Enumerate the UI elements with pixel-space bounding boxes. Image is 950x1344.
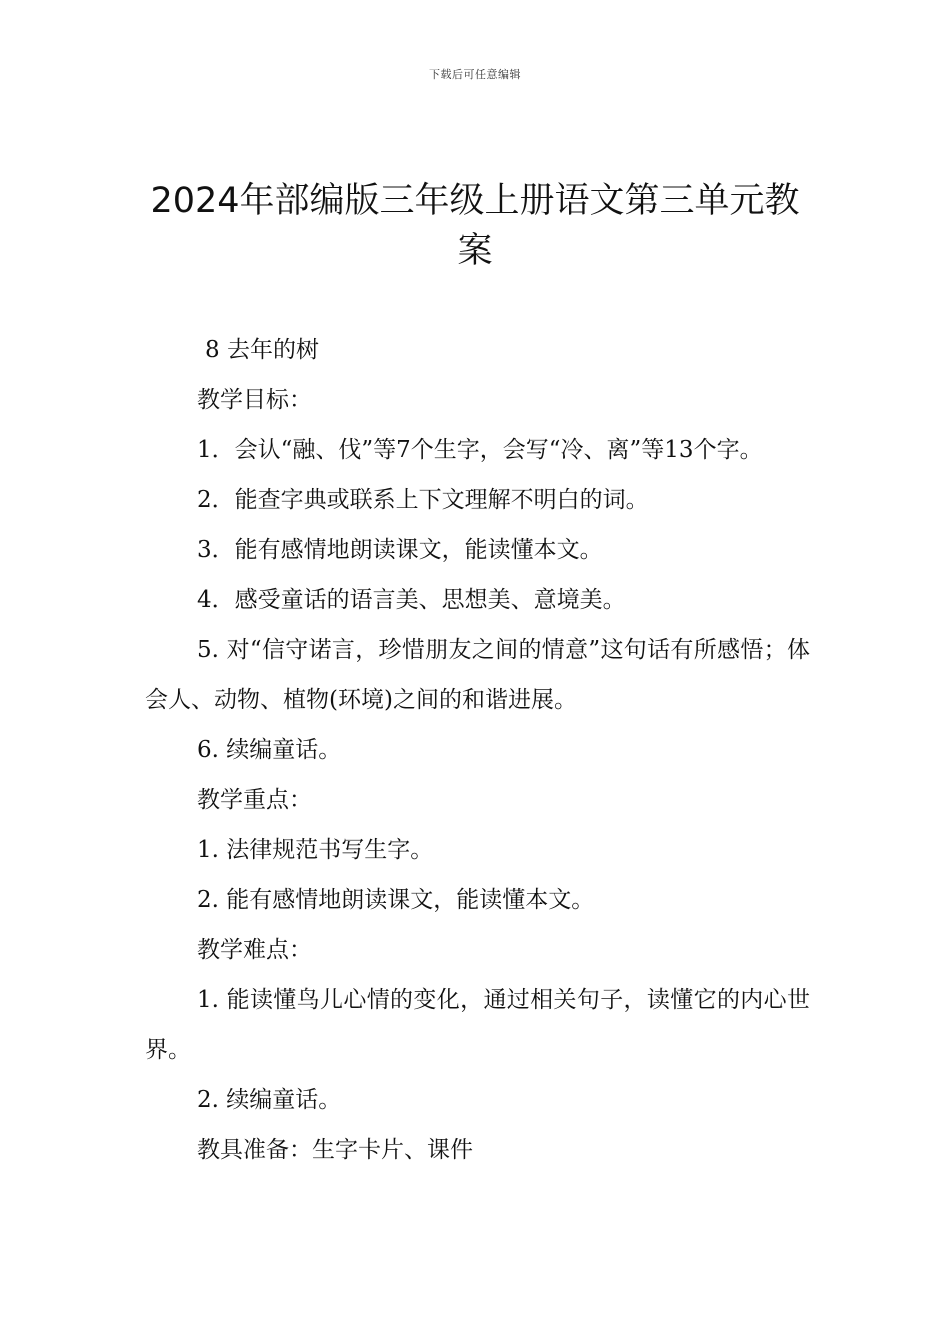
- objective-item: 2．能查字典或联系上下文理解不明白的词。: [197, 487, 649, 513]
- objective-item: 3．能有感情地朗读课文，能读懂本文。: [197, 537, 603, 563]
- difficulty-item: 1. 能读懂鸟儿心情的变化，通过相关句子，读懂它的内心世界。: [145, 987, 810, 1063]
- document-title: 2024年部编版三年级上册语文第三单元教案: [150, 181, 800, 271]
- difficulty-item: 2. 续编童话。: [197, 1087, 342, 1113]
- key-point-item: 2. 能有感情地朗读课文，能读懂本文。: [197, 887, 595, 913]
- section-heading-key-points: 教学重点：: [197, 787, 312, 813]
- objective-item: 1．会认“融、伐”等7个生字，会写“冷、离”等13个字。: [197, 437, 763, 463]
- section-heading-difficulties: 教学难点：: [197, 937, 312, 963]
- teaching-materials: 教具准备：生字卡片、课件: [197, 1137, 473, 1163]
- document-body: [145, 325, 810, 1175]
- header-note: 下载后可任意编辑: [429, 68, 521, 81]
- section-heading-objectives: 教学目标：: [197, 387, 312, 413]
- objective-item: 6. 续编童话。: [197, 737, 342, 763]
- objective-item: 4．感受童话的语言美、思想美、意境美。: [197, 587, 626, 613]
- lesson-heading: 8 去年的树: [205, 337, 319, 363]
- key-point-item: 1. 法律规范书写生字。: [197, 837, 434, 863]
- objective-item: 5. 对“信守诺言，珍惜朋友之间的情意”这句话有所感悟；体会人、动物、植物(环境)之间的和谐进展。: [145, 637, 810, 713]
